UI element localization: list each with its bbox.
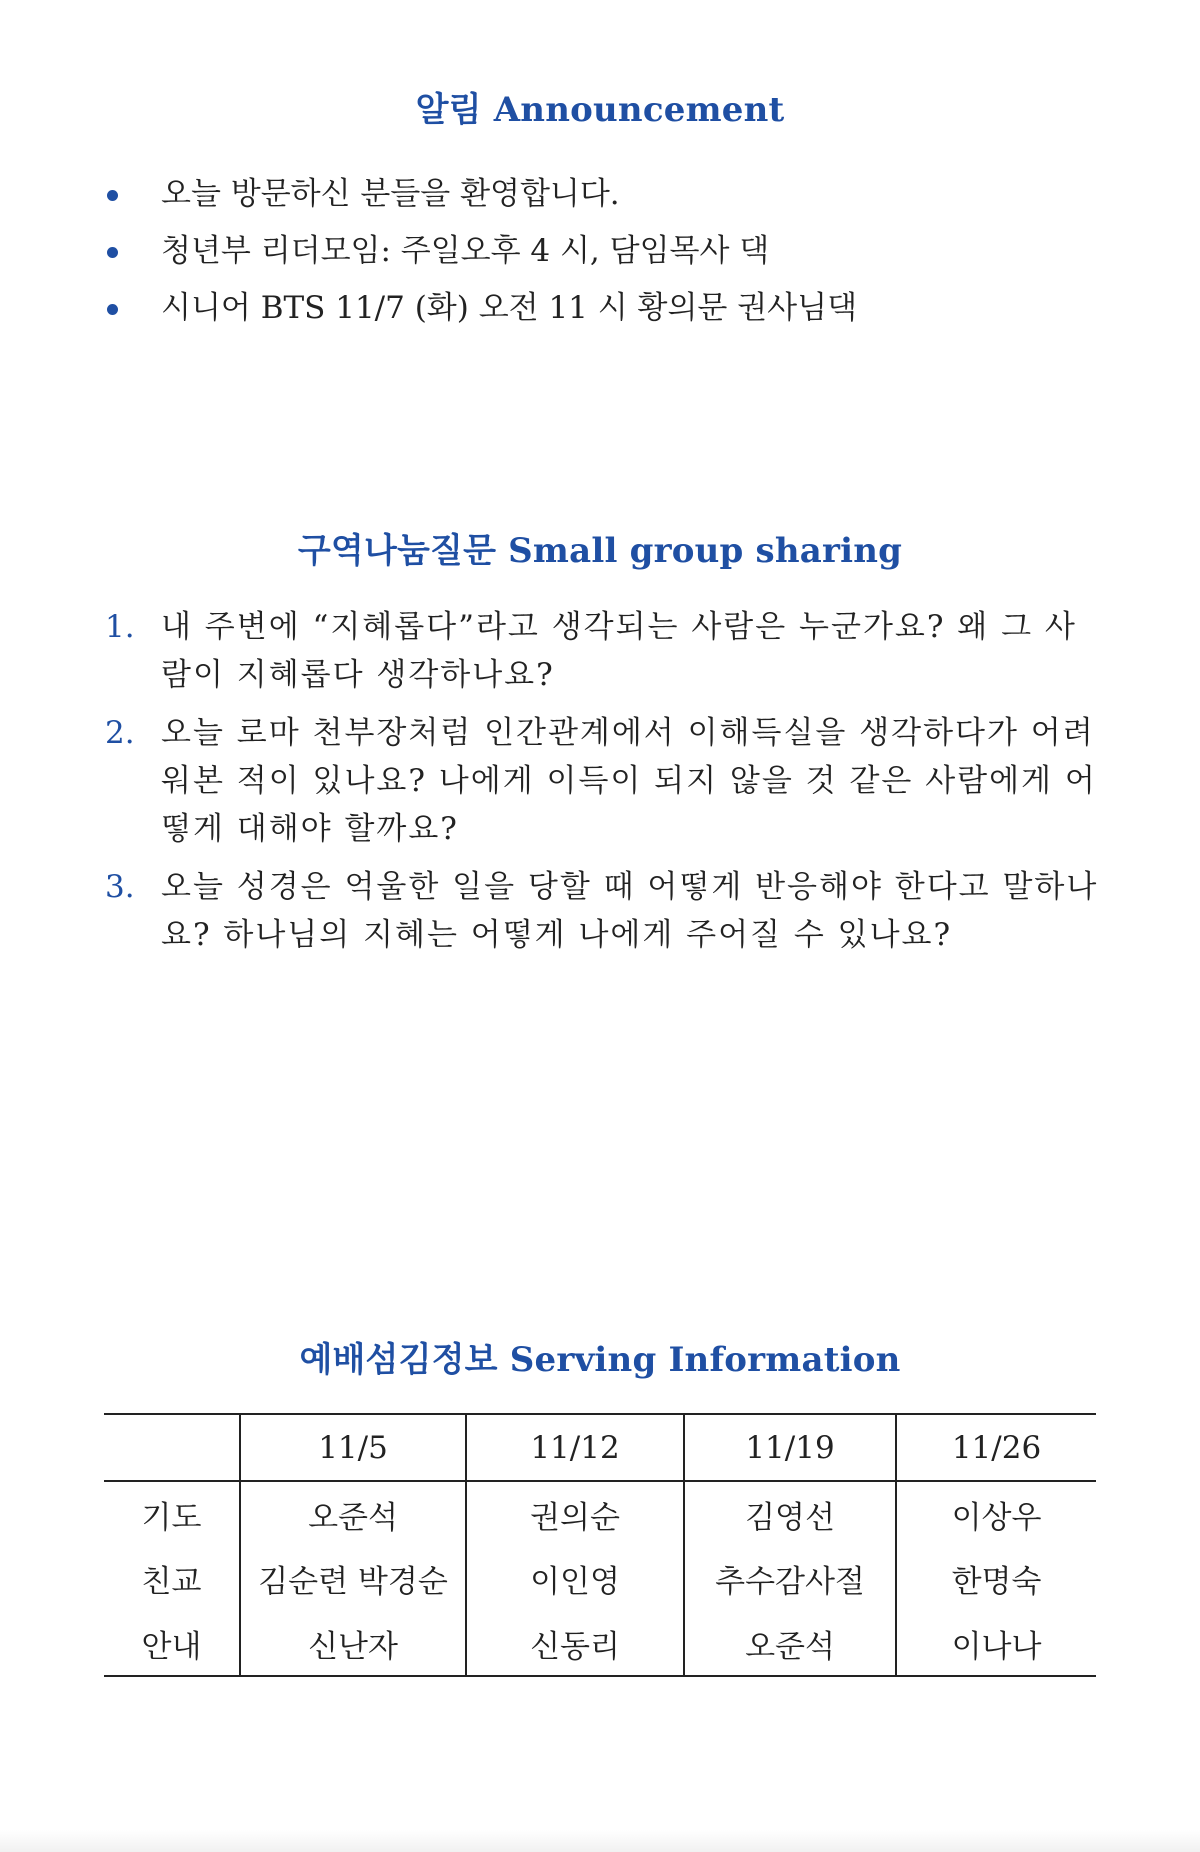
question-list bbox=[105, 603, 1105, 969]
table-cell: 추수감사절 bbox=[684, 1546, 896, 1611]
table-cell: 이나나 bbox=[896, 1611, 1096, 1676]
table-row bbox=[104, 1481, 1096, 1546]
announcement-item bbox=[105, 280, 857, 337]
announcement-item-text: 오늘 방문하신 분들을 환영합니다. bbox=[161, 176, 620, 212]
table-cell: 한명숙 bbox=[896, 1546, 1096, 1611]
announcement-item bbox=[105, 223, 857, 280]
table-row bbox=[104, 1546, 1096, 1611]
table-header-date: 11/26 bbox=[896, 1414, 1096, 1481]
announcement-item-text: 청년부 리더모임: 주일오후 4 시, 담임목사 댁 bbox=[161, 233, 770, 269]
question-number: 1. bbox=[105, 609, 135, 645]
table-cell: 오준석 bbox=[240, 1481, 466, 1546]
table-header-date: 11/5 bbox=[240, 1414, 466, 1481]
role-cell: 기도 bbox=[141, 1499, 202, 1536]
question-number: 2. bbox=[105, 715, 135, 751]
question-item bbox=[105, 709, 1105, 853]
question-text: 오늘 성경은 억울한 일을 당할 때 어떻게 반응해야 한다고 말하나요? 하나님의 지혜는 어떻게 나에게 주어질 수 있나요? bbox=[161, 869, 1099, 953]
table-cell: 이상우 bbox=[896, 1481, 1096, 1546]
bullet-dot-icon bbox=[107, 190, 118, 201]
question-item bbox=[105, 603, 1105, 699]
table-row bbox=[104, 1611, 1096, 1676]
announcement-item-text: 시니어 BTS 11/7 (화) 오전 11 시 황의문 권사님댁 bbox=[161, 290, 858, 326]
bullet-dot-icon bbox=[107, 247, 118, 258]
announcement-list bbox=[105, 166, 857, 337]
question-item bbox=[105, 863, 1105, 959]
bullet-dot-icon bbox=[107, 304, 118, 315]
announcement-title: 알림 Announcement bbox=[415, 90, 785, 130]
question-text: 오늘 로마 천부장처럼 인간관계에서 이해득실을 생각하다가 어려워본 적이 있나요? 나에게 이득이 되지 않을 것 같은 사람에게 어떻게 대해야 할까요? bbox=[161, 715, 1097, 847]
question-number: 3. bbox=[105, 869, 135, 905]
role-cell: 안내 bbox=[141, 1628, 202, 1665]
table-cell: 김순련 박경순 bbox=[240, 1546, 466, 1611]
page-bottom-shadow bbox=[0, 1830, 1200, 1852]
serving-title: 예배섬김정보 Serving Information bbox=[299, 1340, 901, 1380]
role-cell: 친교 bbox=[141, 1564, 202, 1600]
serving-table bbox=[104, 1413, 1096, 1677]
table-cell: 오준석 bbox=[684, 1611, 896, 1676]
small-group-title: 구역나눔질문 Small group sharing bbox=[297, 531, 903, 571]
table-header-row bbox=[104, 1414, 1096, 1481]
table-header-blank bbox=[104, 1414, 240, 1481]
table-cell: 신동리 bbox=[466, 1611, 684, 1676]
table-cell: 김영선 bbox=[684, 1481, 896, 1546]
table-cell: 이인영 bbox=[466, 1546, 684, 1611]
table-header-date: 11/19 bbox=[684, 1414, 896, 1481]
table-cell: 권의순 bbox=[466, 1481, 684, 1546]
question-text: 내 주변에 “지혜롭다”라고 생각되는 사람은 누군가요? 왜 그 사람이 지혜롭다 생각하나요? bbox=[161, 609, 1077, 693]
announcement-item bbox=[105, 166, 857, 223]
table-cell: 신난자 bbox=[240, 1611, 466, 1676]
table-header-date: 11/12 bbox=[466, 1414, 684, 1481]
